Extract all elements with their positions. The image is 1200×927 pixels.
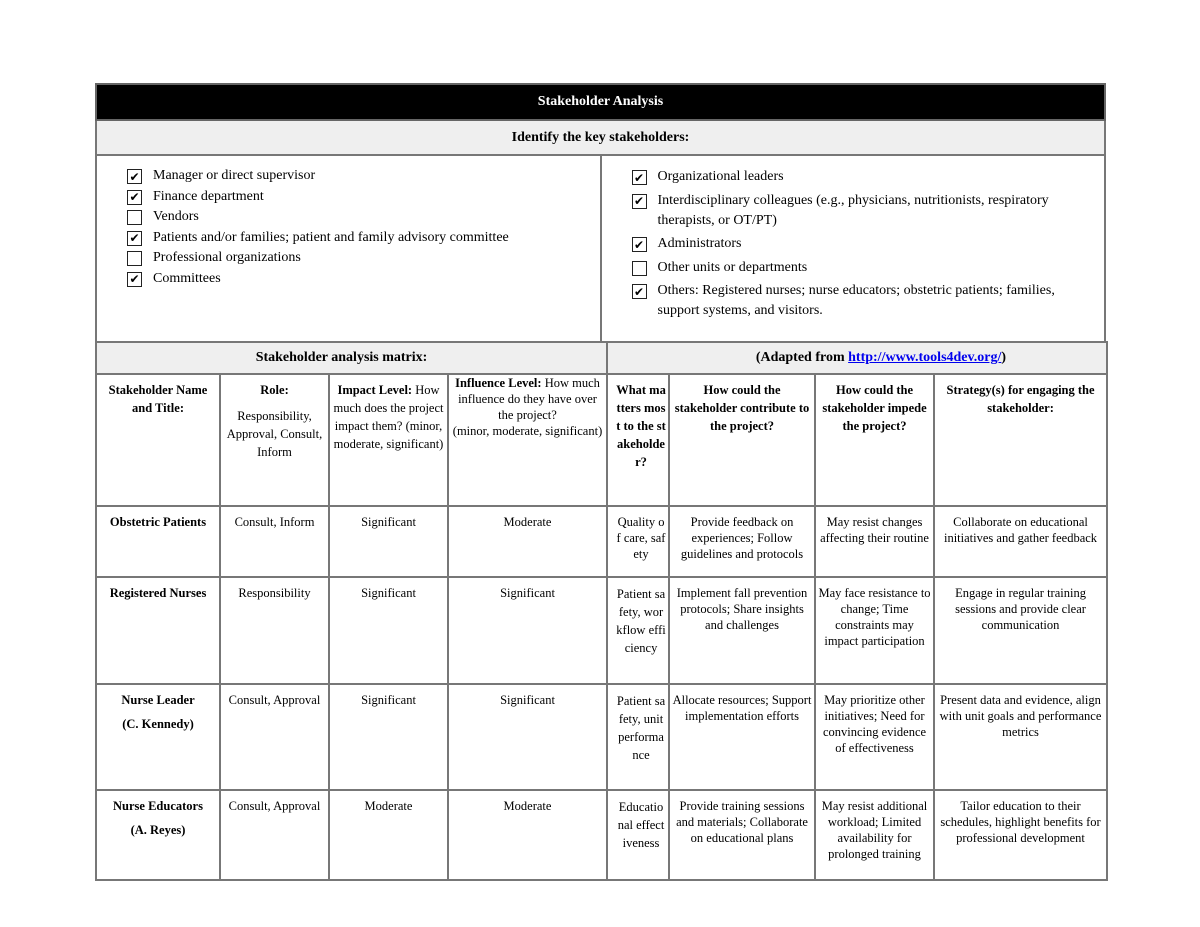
col-header-impact: Impact Level: How much does the project impact them? (minor, moderate, significant) (329, 374, 448, 506)
col-header-contribute: How could the stakeholder contribute to the project? (669, 374, 815, 506)
checklist-item-label: Committees (153, 270, 221, 286)
checklist-item-label: Others: Registered nurses; nurse educators; obstetric patients; families, support systems, and visitors. (657, 283, 1055, 318)
table-row (96, 684, 1107, 790)
cell-influence: Significant (448, 577, 607, 684)
checklist-item (632, 258, 1097, 278)
document-title: Stakeholder Analysis (96, 84, 1105, 120)
col-header-impede: How could the stakeholder impede the project? (815, 374, 934, 506)
cell-name: Nurse Educators (A. Reyes) (96, 790, 220, 880)
cell-contribute: Allocate resources; Support implementation efforts (669, 684, 815, 790)
cell-influence: Moderate (448, 790, 607, 880)
identify-heading: Identify the key stakeholders: (96, 120, 1105, 155)
checklist-item-label: Manager or direct supervisor (153, 168, 316, 183)
source-prefix: (Adapted from (755, 350, 849, 365)
checklist-item (632, 234, 1097, 254)
cell-name: Obstetric Patients (96, 506, 220, 577)
cell-impact: Significant (329, 577, 448, 684)
table-row (96, 577, 1107, 684)
checklist-item-label: Patients and/or families; patient and family advisory committee (153, 229, 509, 245)
cell-role: Consult, Approval (220, 684, 329, 790)
cell-contribute: Provide feedback on experiences; Follow guidelines and protocols (669, 506, 815, 577)
checklist-item (127, 207, 600, 228)
checklist-item (632, 167, 1097, 187)
stakeholder-analysis-document (95, 83, 1106, 881)
col-header-strategy: Strategy(s) for engaging the stakeholder: (934, 374, 1107, 506)
cell-influence: Moderate (448, 506, 607, 577)
checklist-left-cell (96, 155, 601, 342)
table-row (96, 790, 1107, 880)
checkbox-checked-icon[interactable]: ✔ (632, 194, 647, 209)
checklist-item (127, 248, 600, 269)
checkbox-unchecked-icon[interactable] (127, 251, 142, 266)
cell-impact: Significant (329, 684, 448, 790)
matrix-header-row (96, 374, 1107, 506)
checklist-right (632, 167, 1097, 321)
cell-impede: May resist changes affecting their routine (815, 506, 934, 577)
cell-impact: Significant (329, 506, 448, 577)
checkbox-unchecked-icon[interactable] (632, 261, 647, 276)
checklist-item (127, 269, 600, 290)
stakeholder-matrix-table (95, 341, 1108, 881)
cell-role: Responsibility (220, 577, 329, 684)
cell-contribute: Provide training sessions and materials; Collaborate on educational plans (669, 790, 815, 880)
checkbox-unchecked-icon[interactable] (127, 210, 142, 225)
source-suffix: ) (1001, 350, 1007, 365)
checkbox-checked-icon[interactable]: ✔ (127, 169, 142, 184)
cell-impact: Moderate (329, 790, 448, 880)
checklist-item (127, 166, 600, 187)
cell-role: Consult, Inform (220, 506, 329, 577)
cell-strategy: Tailor education to their schedules, highlight benefits for professional development (934, 790, 1107, 880)
checklist-item (632, 191, 1097, 231)
checklist-right-cell (601, 155, 1106, 342)
cell-strategy: Present data and evidence, align with unit goals and performance metrics (934, 684, 1107, 790)
source-link[interactable]: http://www.tools4dev.org/ (848, 350, 1002, 365)
checkbox-checked-icon[interactable]: ✔ (127, 272, 142, 287)
checklist-item (127, 228, 600, 249)
checklist-item-label: Interdisciplinary colleagues (e.g., physicians, nutritionists, respiratory therapists, or OT/PT) (657, 192, 1049, 228)
col-header-influence: Influence Level: How much influence do they have over the project? (minor, moderate, significant) (448, 374, 607, 506)
checklist-item-label: Organizational leaders (657, 169, 784, 184)
cell-name: Nurse Leader (C. Kennedy) (96, 684, 220, 790)
cell-matters: Quality of care, safety (607, 506, 669, 577)
checklist-item-label: Administrators (657, 236, 742, 251)
header-table (95, 83, 1106, 343)
cell-matters: Patient safety, unit performance (607, 684, 669, 790)
col-header-matters: What matters most to the stakeholder? (607, 374, 669, 506)
checkbox-checked-icon[interactable]: ✔ (632, 237, 647, 252)
checkbox-checked-icon[interactable]: ✔ (632, 284, 647, 299)
checkbox-checked-icon[interactable]: ✔ (127, 231, 142, 246)
checklist-item-label: Other units or departments (657, 259, 808, 275)
cell-strategy: Engage in regular training sessions and provide clear communication (934, 577, 1107, 684)
table-row (96, 506, 1107, 577)
checklist-item (632, 281, 1097, 321)
cell-role: Consult, Approval (220, 790, 329, 880)
checklist-item-label: Finance department (153, 188, 264, 204)
cell-impede: May prioritize other initiatives; Need for convincing evidence of effectiveness (815, 684, 934, 790)
col-header-role: Role: Responsibility, Approval, Consult, Inform (220, 374, 329, 506)
col-header-name: Stakeholder Name and Title: (96, 374, 220, 506)
cell-strategy: Collaborate on educational initiatives and gather feedback (934, 506, 1107, 577)
checklist-item-label: Vendors (153, 209, 199, 224)
cell-name: Registered Nurses (96, 577, 220, 684)
checklist-left (127, 166, 600, 289)
cell-impede: May resist additional workload; Limited availability for prolonged training (815, 790, 934, 880)
matrix-source (607, 342, 1107, 374)
checklist-item-label: Professional organizations (153, 250, 301, 265)
cell-influence: Significant (448, 684, 607, 790)
matrix-heading: Stakeholder analysis matrix: (96, 342, 607, 374)
cell-contribute: Implement fall prevention protocols; Share insights and challenges (669, 577, 815, 684)
checkbox-checked-icon[interactable]: ✔ (632, 170, 647, 185)
checkbox-checked-icon[interactable]: ✔ (127, 190, 142, 205)
checklist-item (127, 187, 600, 208)
cell-matters: Patient safety, workflow efficiency (607, 577, 669, 684)
cell-impede: May face resistance to change; Time constraints may impact participation (815, 577, 934, 684)
cell-matters: Educational effectiveness (607, 790, 669, 880)
